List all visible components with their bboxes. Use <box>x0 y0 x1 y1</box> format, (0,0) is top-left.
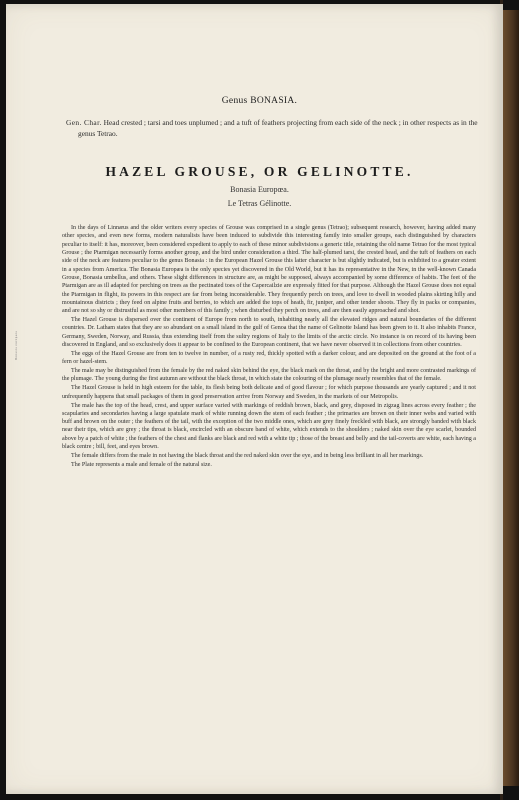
latin-name: Bonasia Europœa. <box>230 185 289 194</box>
paragraph: The male may be distinguished from the female by the red naked skin behind the eye, the black mark on the throat, and by the bright and more contrasted markings of the plumage. The young during the first autumn are without the black throat, in which state the colouring of the plumage nearly resembles that of the female. <box>62 368 476 383</box>
paragraph: The Hazel Grouse is held in high esteem for the table, its flesh being both delicate and of good flavour ; for which purpose thousands are yearly captured ; and it not unfrequently happens that small packages of them in good preservation arrive from Norway and Sweden, in the markets of our Metropolis. <box>62 385 476 400</box>
book-edge <box>503 10 519 786</box>
paragraph: The Plate represents a male and female of the natural size. <box>71 461 212 468</box>
french-name: Le Tetras Gélinotte. <box>227 199 292 208</box>
generic-character <box>66 117 488 139</box>
side-note: Bonasia europaea <box>14 330 18 360</box>
paragraph: The Hazel Grouse is dispersed over the continent of Europe from north to south, inhabiting nearly all the elevated ridges and natural boundaries of the different countries. Dr. Latham states that they are so abundant on a small island in the gulf of Genoa that the name of Gelinotte Island has been given to it. It also inhabits France, Germany, Sweden, Norway, and Russia, thus extending itself from the sultry regions of Italy to the limits of the arctic circle. No instance is on record of its having been discovered in England, and so exclusively does it appear to be confined to the European continent, that we have never observed it in collections from other countries. <box>62 317 476 348</box>
genus-title: Genus BONASIA. <box>221 96 298 106</box>
paragraph: The female differs from the male in not having the black throat and the red naked skin over the eye, and in being less brilliant in all her markings. <box>71 453 424 459</box>
generic-character-text: Head crested ; tarsi and toes unplumed ; and a tuft of feathers projecting from each side of the neck ; in other respects as in the genus Tetrao. <box>78 118 478 138</box>
generic-character-lead: Gen. Char. <box>66 118 102 127</box>
paragraph: The eggs of the Hazel Grouse are from ten to twelve in number, of a rusty red, thickly spotted with a darker colour, and are deposited on the ground at the foot of a fern or hazel-stem. <box>62 350 476 366</box>
species-title: HAZEL GROUSE, OR GELINOTTE. <box>105 164 414 179</box>
paragraph: The male has the top of the head, crest, and upper surface varied with markings of reddish brown, black, and grey, disposed in zigzag lines across every feather ; the scapularies and secondaries having a large spatulate mark of white running down the stem of each feather ; the primaries are brown on their inner webs and varied with buff and brown on the outer ; the feathers of the tail, with the exception of the two middle ones, which are grey finely freckled with black, are strongly banded with black near their tips, which are grey ; the throat is black, encircled with an obscure band of white, which extends to the shoulders ; naked skin over the eye scarlet, bounded above by a patch of white ; the feathers of the chest and flanks are black and red with a white tip ; those of the breast and belly and the tail-coverts are white, each having a black centre ; bill, feet, and eyes brown. <box>62 402 476 451</box>
body-text <box>62 224 476 469</box>
paragraph: In the days of Linnæus and the older writers every species of Grouse was comprised in a single genus (Tetrao); subsequent research, however, having added many other species, and even new forms, modern naturalists have been induced to subdivide this interesting family into smaller groups, each distinguished by characters peculiar to itself: it has, moreover, been considered expedient to apply to each of these minor subdivisions a generic title, retaining the old name Tetrao for the most typical Grouse ; the Ptarmigan necessarily forms another group, and the bird under consideration a third. The half-plumed tarsi, the crested head, and the tuft of feathers on each side of the neck are features peculiar to the genus Bonasia : in the European Hazel Grouse this latter character is but slightly indicated, but is exhibited to a greater extent in a species from America. The Bonasia Europæa is the only species yet discovered in the Old World, but it has its representative in the New, in the well-known Canada Grouse, Bonasia umbellus, and others. These slight differences in structure are, as might be supposed, always accompanied by some difference of habits. The feet of the Ptarmigan are as ill adapted for perching on trees as the pectinated toes of the Capercailzie are expressly fitted for that purpose. Although the Hazel Grouse does not equal the Ptarmigan in flight, its powers in this respect are far from being inconsiderable. They frequently perch on trees, and love to dwell in wooded plains skirting hilly and mountainous districts ; they feed on alpine fruits and berries, to which are added the tops of heath, fir, juniper, and other tender shoots. They fly in packs or companies, and are not so shy or distrustful as most other members of this family ; when disturbed they perch on trees, and are then easily approached and shot. <box>62 225 476 315</box>
